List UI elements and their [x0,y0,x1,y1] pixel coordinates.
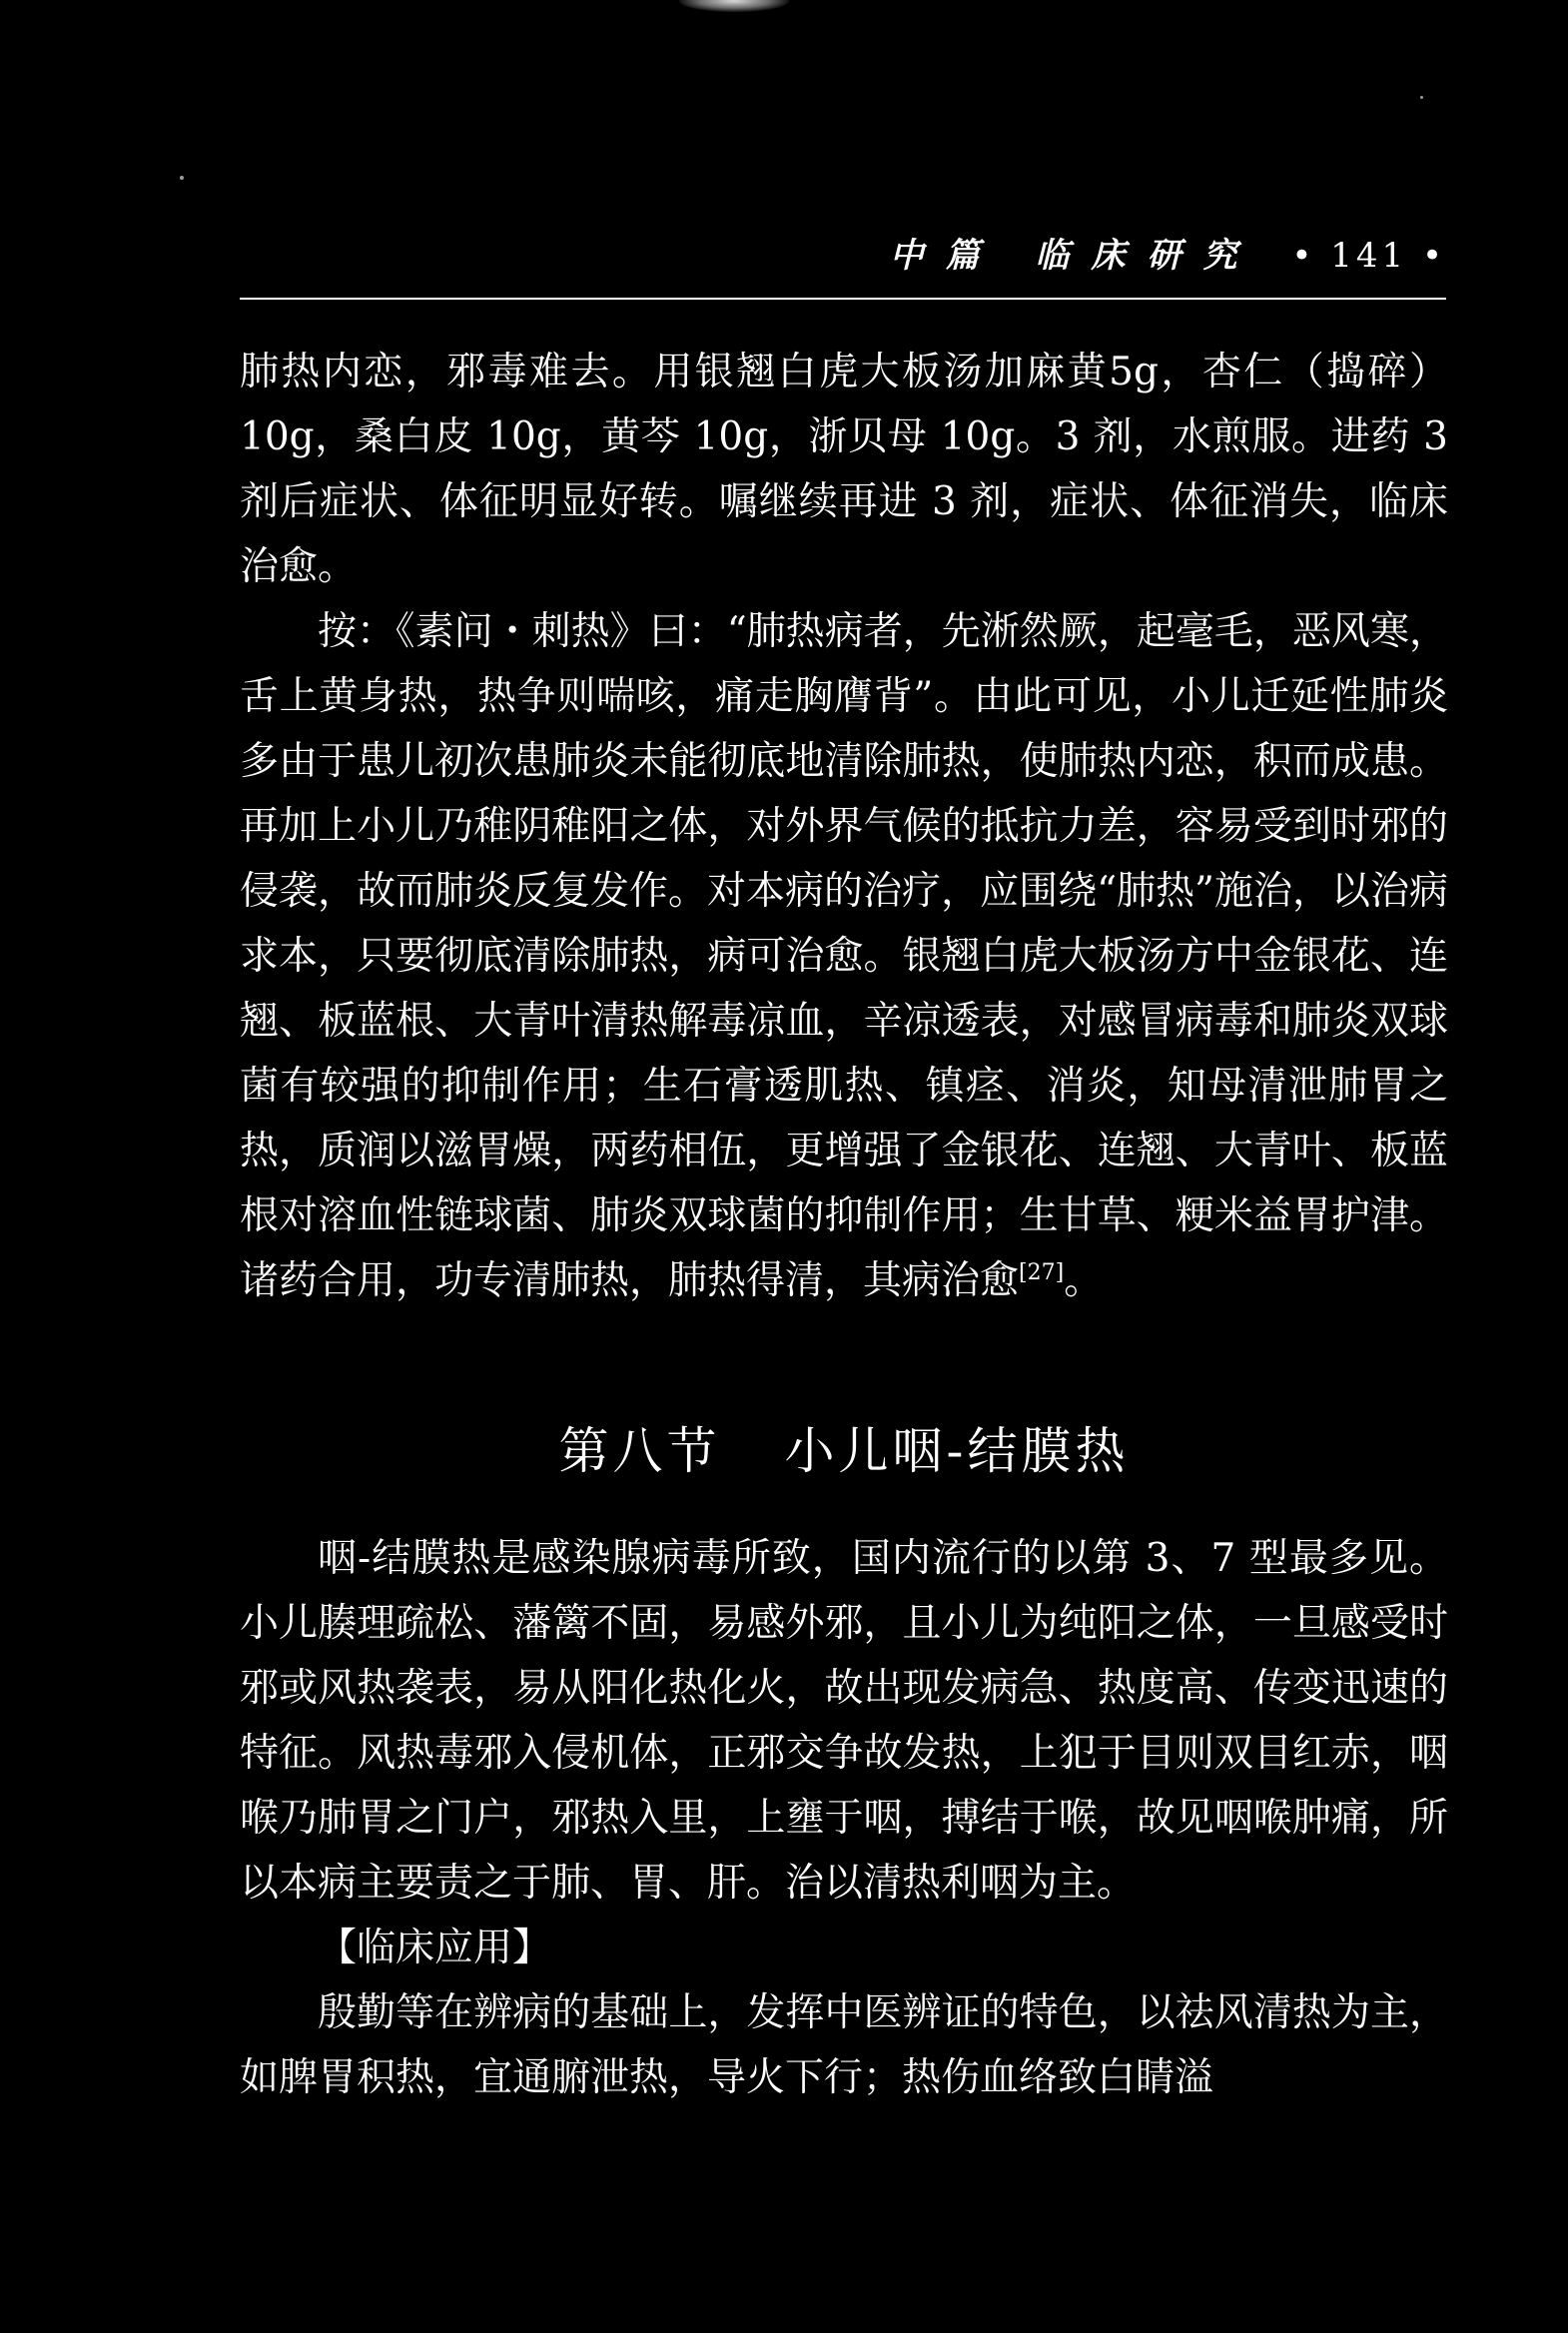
scan-dot [1420,96,1423,99]
commentary-text: 按：《素问・刺热》曰：“肺热病者，先淅然厥，起毫毛，恶风寒，舌上黄身热，热争则喘咳，痛走胸膺背”。由此可见，小儿迁延性肺炎多由于患儿初次患肺炎未能彻底地清除肺热，使肺热内恋，积而成患。再加上小儿乃稚阴稚阳之体，对外界气候的抵抗力差，容易受到时邪的侵袭，故而肺炎反复发作。对本病的治疗，应围绕“肺热”施治，以治病求本，只要彻底清除肺热，病可治愈。银翘白虎大板汤方中金银花、连翘、板蓝根、大青叶清热解毒凉血，辛凉透表，对感冒病毒和肺炎双球菌有较强的抑制作用；生石膏透肌热、镇痉、消炎，知母清泄肺胃之热，质润以滋胃燥，两药相伍，更增强了金银花、连翘、大青叶、板蓝根对溶血性链球菌、肺炎双球菌的抑制作用；生甘草、粳米益胃护津。诸药合用，功专清肺热，肺热得清，其病治愈 [240,609,1448,1303]
book-title: 中篇 临床研究 [889,236,1259,276]
body-text-bottom [240,1526,1448,2110]
scan-smudge [679,0,789,12]
header-bullet-left: • [1291,236,1316,276]
body-text-top [240,340,1448,1313]
section-title: 小儿咽-结膜热 [784,1422,1130,1480]
section-heading [240,1416,1448,1486]
header-bullet-right: • [1421,236,1446,276]
commentary-paragraph [240,599,1448,1313]
citation-ref: [27] [1019,1260,1065,1285]
section-number: 第八节 [558,1422,721,1480]
scan-dot [180,176,184,180]
running-header [240,228,1446,284]
commentary-end: 。 [1064,1258,1104,1303]
clinical-paragraph: 殷勤等在辨病的基础上，发挥中医辨证的特色，以祛风清热为主，如脾胃积热，宜通腑泄热，导火下行；热伤血络致白睛溢 [240,1990,1448,2100]
intro-paragraph: 咽-结膜热是感染腺病毒所致，国内流行的以第 3、7 型最多见。小儿腠理疏松、藩篱不固，易感外邪，且小儿为纯阳之体，一旦感受时邪或风热袭表，易从阳化热化火，故出现发病急、热度高、传变迅速的特征。风热毒邪入侵机体，正邪交争故发热，上犯于目则双目红赤，咽喉乃肺胃之门户，邪热入里，上壅于咽，搏结于喉，故见咽喉肿痛，所以本病主要责之于肺、胃、肝。治以清热利咽为主。 [240,1536,1448,1906]
case-paragraph: 肺热内恋，邪毒难去。用银翘白虎大板汤加麻黄5g，杏仁（捣碎）10g，桑白皮 10g，黄芩 10g，浙贝母 10g。3 剂，水煎服。进药 3 剂后症状、体征明显好转。嘱继续再进 3 剂，症状、体征消失，临床治愈。 [240,350,1448,589]
header-rule [240,298,1446,300]
page-number: 141 [1330,236,1408,276]
subheading-clinical-application: 【临床应用】 [318,1926,552,1970]
